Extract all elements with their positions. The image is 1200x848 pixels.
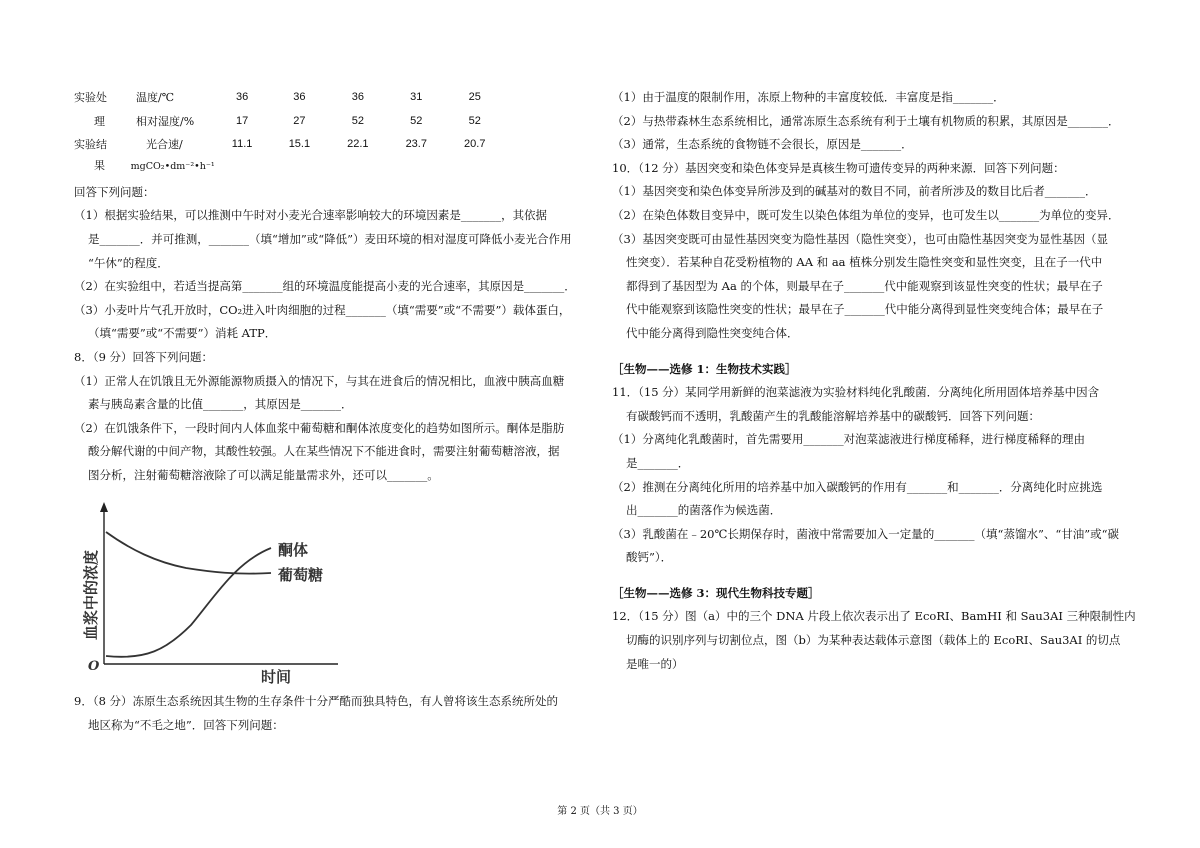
text-line: 代中能观察到该隐性突变的性状；最早在子_______代中能分离得到显性突变纯合体；最早在子 xyxy=(626,302,1104,317)
page-number: 第 2 页（共 3 页） xyxy=(557,806,643,817)
text-line: 出_______的菌落作为候选菌． xyxy=(626,503,782,518)
table-cell: 温度/℃ xyxy=(136,91,175,104)
text-line: 素与胰岛素含量的比值_______，其原因是_______． xyxy=(88,397,353,412)
text-line: 都得到了基因型为 Aa 的个体，则最早在子_______代中能观察到该显性突变的性状；最早在子 xyxy=(626,278,1103,293)
text-line: 地区称为“不毛之地”．回答下列问题： xyxy=(88,717,284,732)
table-cell: 实验结 xyxy=(74,138,107,152)
table-cell: 22.1 xyxy=(347,138,369,151)
ketone-curve xyxy=(106,548,271,657)
section-heading: ［生物——选修 1：生物技术实践］ xyxy=(612,361,797,376)
table-row xyxy=(74,133,504,157)
table-cell: 20.7 xyxy=(464,138,486,151)
table-cell: 17 xyxy=(235,114,249,127)
table-cell: 27 xyxy=(293,114,306,127)
legend-glucose: 葡萄糖 xyxy=(278,566,324,584)
y-axis-label: 血浆中的浓度 xyxy=(82,549,100,640)
table-cell: 11.1 xyxy=(231,138,253,151)
origin-label: O xyxy=(88,659,100,674)
table-unit-row xyxy=(74,157,594,175)
table-cell: 52 xyxy=(410,114,423,127)
experiment-table xyxy=(74,86,504,157)
text-line: 性突变）．若某种自花受粉植物的 AA 和 aa 植株分别发生隐性突变和显性突变，且在子一代中 xyxy=(626,255,1103,270)
table-cell: 36 xyxy=(351,91,364,103)
text-line: 是唯一的） xyxy=(626,656,684,671)
table-row xyxy=(74,110,504,134)
text-line: 切酶的识别序列与切割位点，图（b）为某种表达载体示意图（载体上的 EcoRI、Sau3AI 的切点 xyxy=(626,633,1121,648)
table-cell: 36 xyxy=(235,91,249,103)
text-line: （2）与热带森林生态系统相比，通常冻原生态系统有利于土壤有机物质的积累，其原因是_______． xyxy=(612,113,1120,128)
rate-unit: mgCO₂•dm⁻²•h⁻¹ xyxy=(130,160,215,172)
section-heading: ［生物——选修 3：现代生物科技专题］ xyxy=(612,585,820,600)
text-line: （2）推测在分离纯化所用的培养基中加入碳酸钙的作用有_______和_______．分离纯化时应挑选 xyxy=(612,479,1103,494)
table-cell: 理 xyxy=(94,114,105,128)
question-11: 11．（15 分）某同学用新鲜的泡菜滤液为实验材料纯化乳酸菌．分离纯化所用固体培养基中因含 xyxy=(612,385,1100,400)
table-cell: 52 xyxy=(468,114,481,127)
text-line: 是_______． xyxy=(626,455,690,470)
text-line: 是_______．并可推测，_______（填“增加”或“降低”）麦田环境的相对湿度可降低小麦光合作用 xyxy=(88,231,572,246)
question-12: 12．（15 分）图（a）中的三个 DNA 片段上依次表示出了 EcoRI、BamHI 和 Sau3AI 三种限制性内 xyxy=(612,609,1136,624)
table-cell: 25 xyxy=(468,91,481,103)
legend-ketone: 酮体 xyxy=(278,541,309,559)
text-line: （1）根据实验结果，可以推测中午时对小麦光合速率影响较大的环境因素是_______，其依据 xyxy=(74,208,548,223)
text-line: （3）乳酸菌在﹣20℃长期保存时，菌液中常需要加入一定量的_______（填“蒸馏水”、“甘油”或“碳 xyxy=(612,526,1119,541)
left-column xyxy=(74,86,594,488)
question-9 xyxy=(74,690,594,737)
text-line: 酸分解代谢的中间产物，其酸性较强。人在某些情况下不能进食时，需要注射葡萄糖溶液，据 xyxy=(88,444,560,459)
text-line: （1）分离纯化乳酸菌时，首先需要用_______对泡菜滤液进行梯度稀释，进行梯度稀释的理由 xyxy=(612,432,1086,447)
text-line: （3）基因突变既可由显性基因突变为隐性基因（隐性突变），也可由隐性基因突变为显性基因（显 xyxy=(612,231,1109,246)
table-cell: 光合速/ xyxy=(146,138,183,152)
question-8: 8．（9 分）回答下列问题： xyxy=(74,349,214,364)
text-line: （3）通常，生态系统的食物链不会很长，原因是_______． xyxy=(612,137,913,152)
table-cell: 31 xyxy=(410,91,423,103)
text-line: 9．（8 分）冻原生态系统因其生物的生存条件十分严酷而独具特色，有人曾将该生态系统所处的 xyxy=(74,694,559,708)
x-axis-label: 时间 xyxy=(261,668,292,686)
table-cell: 52 xyxy=(351,114,364,127)
text-line: （填“需要”或“不需要”）消耗 ATP． xyxy=(88,326,277,341)
text-line: （1）正常人在饥饿且无外源能源物质摄入的情况下，与其在进食后的情况相比，血液中胰高血糖 xyxy=(74,373,565,388)
text-line: （2）在实验组中，若适当提高第_______组的环境温度能提高小麦的光合速率，其原因是_______． xyxy=(74,279,576,294)
table-cell: 36 xyxy=(293,91,306,103)
right-column xyxy=(612,86,1136,676)
glucose-curve xyxy=(106,532,271,574)
text-line: 图分析，注射葡萄糖溶液除了可以满足能量需求外，还可以_______。 xyxy=(88,467,439,482)
table-cell: 15.1 xyxy=(288,138,311,151)
text-line: （1）由于温度的限制作用，冻原上物种的丰富度较低．丰富度是指_______． xyxy=(612,90,1005,104)
text-line: 代中能分离得到隐性突变纯合体． xyxy=(626,325,799,340)
table-row xyxy=(74,86,504,110)
text-line: （2）在饥饿条件下，一段时间内人体血浆中葡萄糖和酮体浓度变化的趋势如图所示。酮体是脂肪 xyxy=(74,420,565,435)
text-line: 回答下列问题： xyxy=(74,184,155,199)
table-cell: 果 xyxy=(94,158,105,172)
text-line: （3）小麦叶片气孔开放时，CO₂进入叶肉细胞的过程_______（填“需要”或“不需要”）载体蛋白， xyxy=(74,302,571,317)
text-line: 有碳酸钙而不透明，乳酸菌产生的乳酸能溶解培养基中的碳酸钙．回答下列问题： xyxy=(626,408,1040,423)
text-line: （1）基因突变和染色体变异所涉及到的碱基对的数目不同，前者所涉及的数目比后者_______． xyxy=(612,184,1097,199)
text-line: （2）在染色体数目变异中，既可发生以染色体组为单位的变异，也可发生以_______为单位的变异． xyxy=(612,207,1120,222)
concentration-figure xyxy=(76,500,366,690)
table-cell: 23.7 xyxy=(405,138,427,151)
text-line: 酸钙”）． xyxy=(626,550,673,565)
table-cell: 相对湿度/% xyxy=(136,114,195,128)
text-line: “午休”的程度． xyxy=(88,255,169,270)
table-cell: 实验处 xyxy=(74,91,107,104)
y-axis-arrow xyxy=(100,502,108,512)
question-10: 10．（12 分）基因突变和染色体变异是真核生物可遗传变异的两种来源．回答下列问题： xyxy=(612,160,1065,175)
